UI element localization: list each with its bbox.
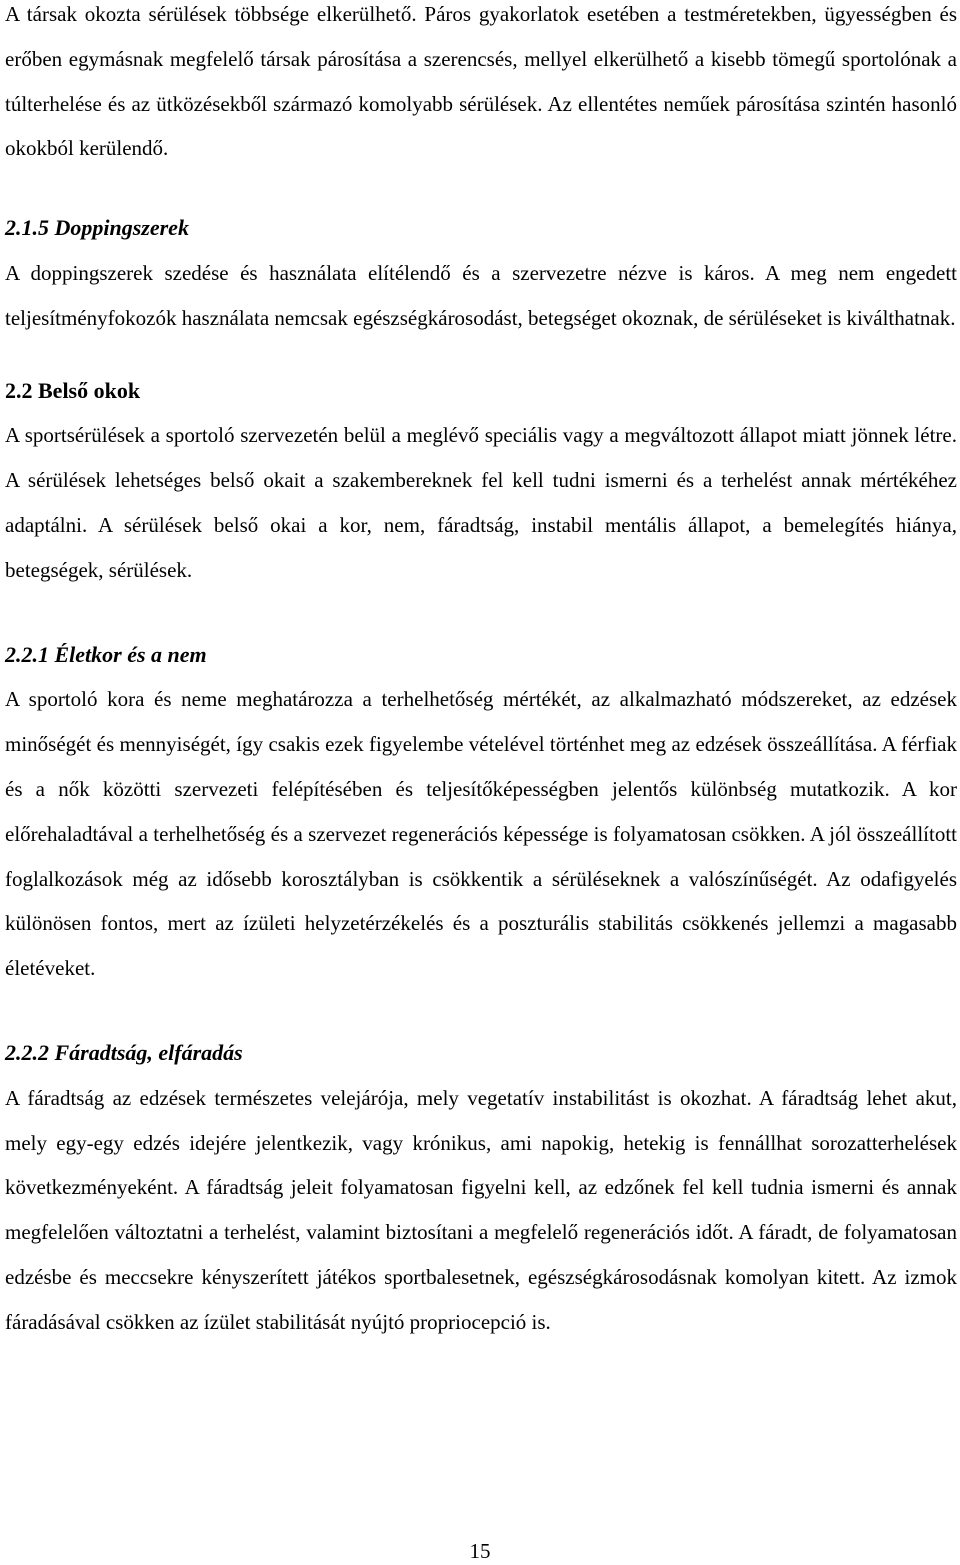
age-sex-paragraph: A sportoló kora és neme meghatározza a terhelhetőség mértékét, az alkalmazható módszereket, az edzések minőségét és mennyiségét, így csakis ezek figyelembe vételével történhet meg az edzések összeállítása. A férfiak és a nők közötti szervezeti felépítésében és teljesítőképességben jelentős különbség mutatkozik. A kor előrehaladtával a terhelhetőség és a szervezet regenerációs képessége is folyamatosan csökken. A jól összeállított foglalkozások még az idősebb korosztályban is csökkentik a sérüléseknek a valószínűségét. Az odafigyelés különösen fontos, mert az ízületi helyzetérzékelés és a poszturális stabilitás csökkenés jellemzi a magasabb életéveket. xyxy=(5,687,957,981)
internal-causes-paragraph: A sportsérülések a sportoló szervezetén belül a meglévő speciális vagy a megváltozott állapot miatt jönnek létre. A sérülések lehetséges belső okait a szakembereknek fel kell tudni ismerni és a terhelést annak mértékéhez adaptálni. A sérülések belső okai a kor, nem, fáradtság, instabil mentális állapot, a bemelegítés hiánya, betegségek, sérülések. xyxy=(5,423,957,582)
document-page xyxy=(5,0,957,1345)
section-heading-age-sex: 2.2.1 Életkor és a nem xyxy=(5,641,207,667)
section-heading-doping: 2.1.5 Doppingszerek xyxy=(5,215,189,241)
section-heading-internal-causes: 2.2 Belső okok xyxy=(5,377,141,403)
section-heading-fatigue: 2.2.2 Fáradtság, elfáradás xyxy=(5,1039,243,1065)
page-number: 15 xyxy=(469,1539,491,1563)
doping-paragraph: A doppingszerek szedése és használata elítélendő és a szervezetre nézve is káros. A meg nem engedett teljesítményfokozók használata nemcsak egészségkárosodást, betegséget okoznak, de sérüléseket is kiválthatnak. xyxy=(5,260,957,330)
fatigue-paragraph: A fáradtság az edzések természetes velejárója, mely vegetatív instabilitást is okozhat. A fáradtság lehet akut, mely egy-egy edzés idejére jelentkezik, vagy krónikus, ami napokig, hetekig is fennállhat sorozatterhelések következményeként. A fáradtság jeleit folyamatosan figyelni kell, az edzőnek fel kell tudnia ismerni és annak megfelelően változtatni a terhelést, valamint biztosítani a megfelelő regenerációs időt. A fáradt, de folyamatosan edzésbe és meccsekre kényszerített játékos sportbalesetnek, egészségkárosodásnak komolyan kitett. Az izmok fáradásával csökken az ízület stabilitását nyújtó propriocepció is. xyxy=(5,1085,957,1334)
intro-paragraph: A társak okozta sérülések többsége elkerülhető. Páros gyakorlatok esetében a testméretekben, ügyességben és erőben egymásnak megfelelő társak párosítása a szerencsés, mellyel elkerülhető a kisebb tömegű sportolónak a túlterhelése és az ütközésekből származó komolyabb sérülések. Az ellentétes neműek párosítása szintén hasonló okokból kerülendő. xyxy=(5,2,957,161)
